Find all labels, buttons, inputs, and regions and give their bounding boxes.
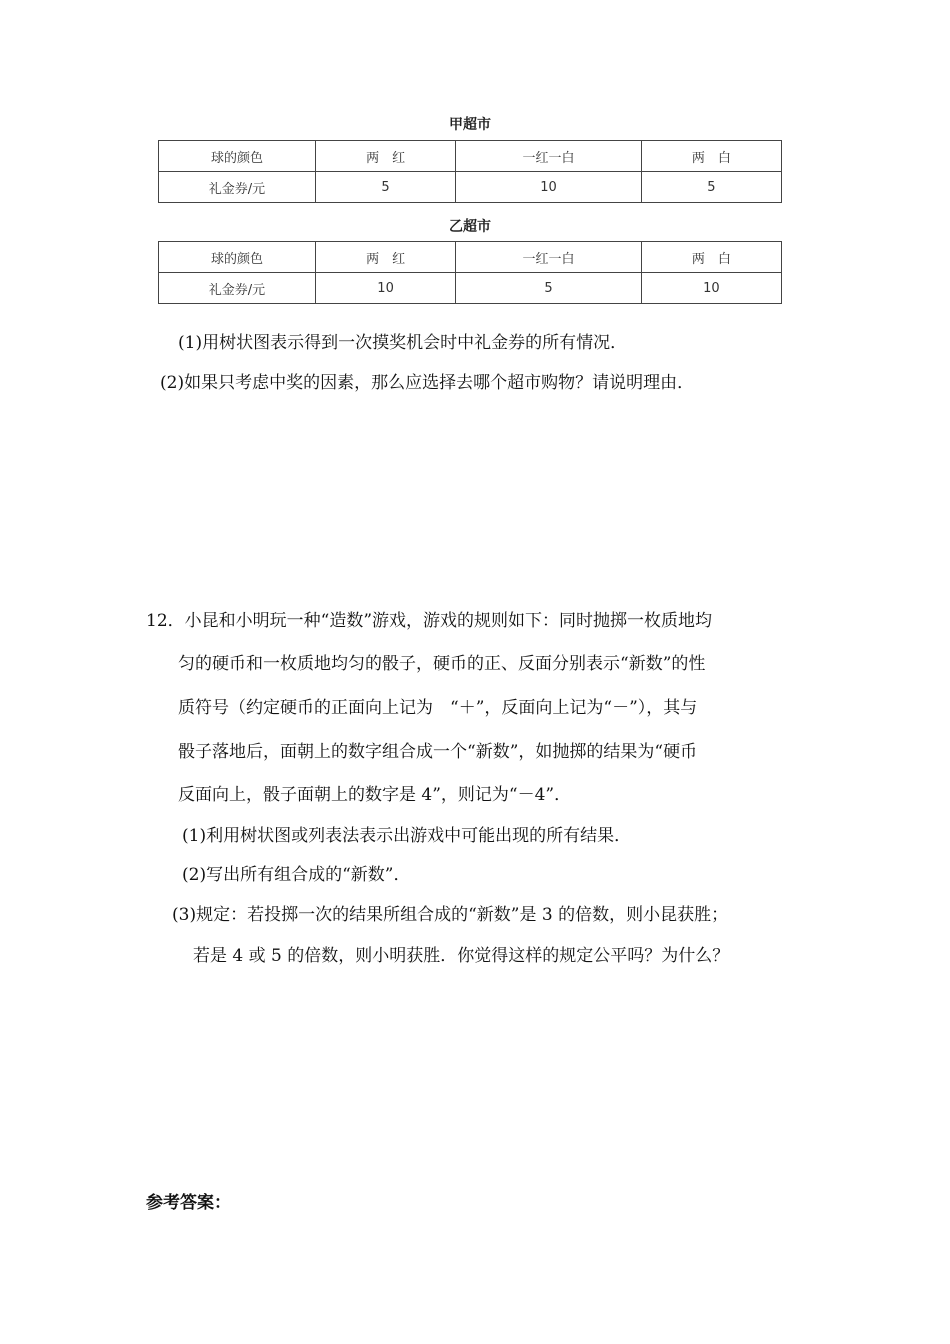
- q12-line1: 12．小昆和小明玩一种“造数”游戏，游戏的规则如下：同时抛掷一枚质地均: [146, 611, 713, 631]
- table-header-cell: 球的颜色: [159, 141, 316, 172]
- table-title-jia: 甲超市: [449, 117, 491, 133]
- q12-line4: 骰子落地后，面朝上的数字组合成一个“新数”，如抛掷的结果为“硬币: [178, 742, 698, 762]
- table-header-cell: 礼金券/元: [159, 273, 316, 304]
- table-cell: 两 红: [316, 242, 456, 273]
- q12-part3a: (3)规定：若投掷一次的结果所组合成的“新数”是 3 的倍数，则小昆获胜；: [172, 905, 729, 925]
- q12-part3b: 若是 4 或 5 的倍数，则小明获胜．你觉得这样的规定公平吗？为什么？: [193, 946, 730, 966]
- q12-line3: 质符号（约定硬币的正面向上记为 “＋”，反面向上记为“－”），其与: [178, 698, 698, 718]
- table-title-yi: 乙超市: [449, 219, 491, 235]
- q11-part2: (2)如果只考虑中奖的因素，那么应选择去哪个超市购物？请说明理由．: [160, 373, 695, 393]
- table-cell: 两 白: [641, 141, 781, 172]
- q12-part2: (2)写出所有组合成的“新数”．: [182, 865, 411, 885]
- table-cell: 5: [316, 172, 456, 203]
- prize-table-yi: [158, 241, 782, 304]
- table-cell: 两 红: [316, 141, 456, 172]
- table-cell: 10: [316, 273, 456, 304]
- q12-part1: (1)利用树状图或列表法表示出游戏中可能出现的所有结果．: [182, 826, 632, 846]
- table-row: [159, 242, 782, 273]
- table-header-cell: 礼金券/元: [159, 172, 316, 203]
- table-cell: 一红一白: [456, 242, 642, 273]
- table-row: [159, 273, 782, 304]
- table-row: [159, 141, 782, 172]
- q12-line2: 匀的硬币和一枚质地均匀的骰子，硬币的正、反面分别表示“新数”的性: [178, 654, 706, 674]
- table-header-cell: 球的颜色: [159, 242, 316, 273]
- q11-part1: (1)用树状图表示得到一次摸奖机会时中礼金券的所有情况．: [178, 333, 628, 353]
- table-cell: 10: [641, 273, 781, 304]
- table-cell: 10: [456, 172, 642, 203]
- table-cell: 两 白: [641, 242, 781, 273]
- q12-line5: 反面向上，骰子面朝上的数字是 4”，则记为“－4”．: [178, 785, 572, 805]
- table-row: [159, 172, 782, 203]
- table-cell: 5: [641, 172, 781, 203]
- table-cell: 一红一白: [456, 141, 642, 172]
- prize-table-jia: [158, 140, 782, 203]
- table-cell: 5: [456, 273, 642, 304]
- answer-heading: 参考答案：: [146, 1193, 231, 1213]
